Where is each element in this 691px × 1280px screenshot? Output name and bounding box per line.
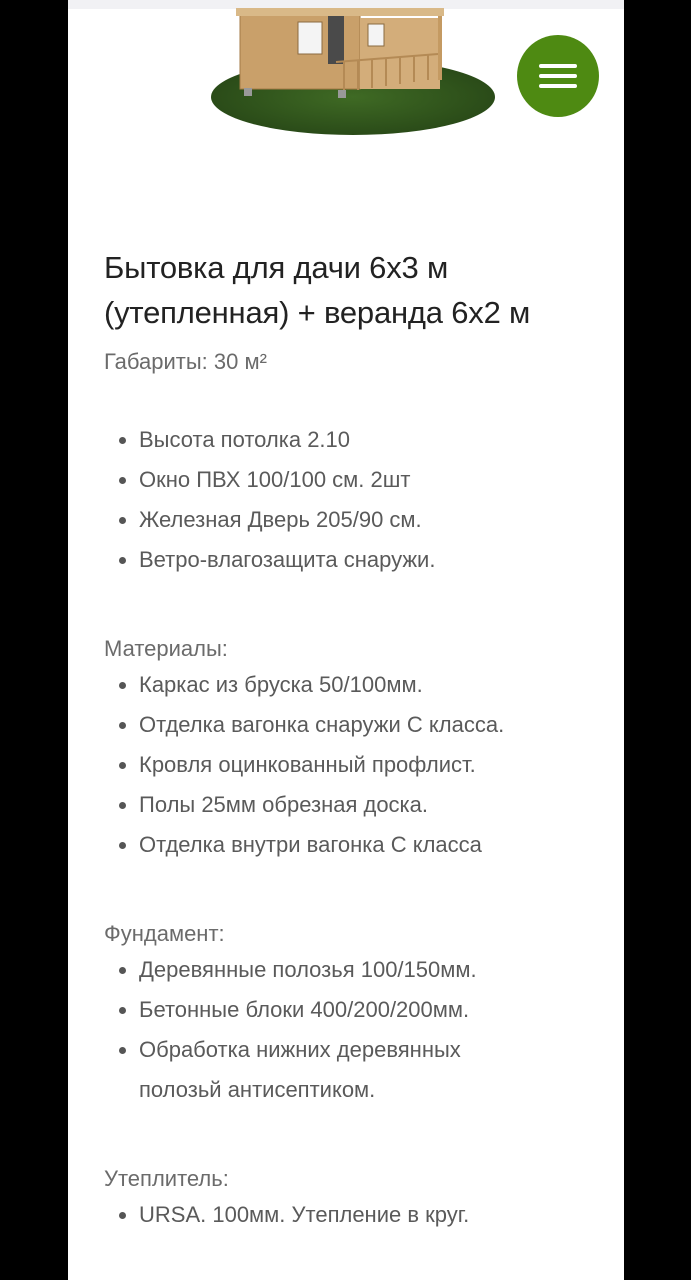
- product-description: [104, 245, 604, 1235]
- list-item: Полы 25мм обрезная доска.: [139, 785, 604, 825]
- menu-button[interactable]: [517, 35, 599, 117]
- list-item: Обработка нижних деревянных полозьй антисептиком.: [139, 1030, 519, 1110]
- list-item: Окно ПВХ 100/100 см. 2шт: [139, 460, 604, 500]
- list-item: Деревянные полозья 100/150мм.: [139, 950, 604, 990]
- insulation-list: [104, 1195, 604, 1235]
- foundation-list: [104, 950, 604, 1110]
- materials-list: [104, 665, 604, 865]
- list-item: Отделка вагонка снаружи С класса.: [139, 705, 604, 745]
- product-dimensions: Габариты: 30 м²: [104, 349, 267, 374]
- hamburger-menu-icon: [539, 58, 577, 94]
- list-item: Отделка внутри вагонка С класса: [139, 825, 604, 865]
- list-item: Высота потолка 2.10: [139, 420, 604, 460]
- cabin-image: [208, 2, 498, 138]
- list-item: Каркас из бруска 50/100мм.: [139, 665, 604, 705]
- list-item: Железная Дверь 205/90 см.: [139, 500, 604, 540]
- list-item: Кровля оцинкованный профлист.: [139, 745, 604, 785]
- insulation-heading: Утеплитель:: [104, 1166, 229, 1191]
- foundation-heading: Фундамент:: [104, 921, 225, 946]
- list-item: URSA. 100мм. Утепление в круг.: [139, 1195, 604, 1235]
- list-item: Ветро-влагозащита снаружи.: [139, 540, 604, 580]
- spec-list: [104, 420, 604, 580]
- page: [68, 0, 624, 1280]
- product-title: Бытовка для дачи 6х3 м (утепленная) + веранда 6х2 м: [104, 250, 531, 330]
- materials-heading: Материалы:: [104, 636, 228, 661]
- list-item: Бетонные блоки 400/200/200мм.: [139, 990, 604, 1030]
